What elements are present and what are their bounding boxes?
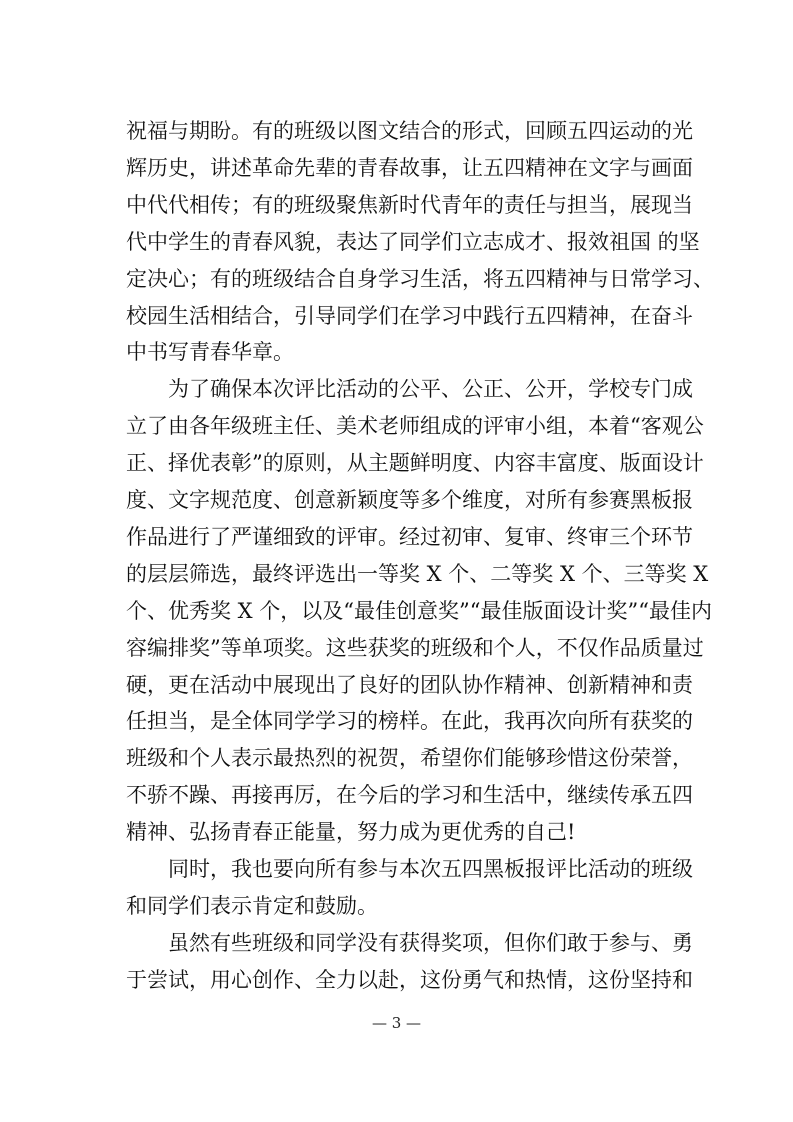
body-text-line: 立了由各年级班主任、美术老师组成的评审小组，本着“客观公 [126,414,704,438]
body-text-line: 祝福与期盼。有的班级以图文结合的形式，回顾五四运动的光 [126,119,693,143]
body-text-line: 和同学们表示肯定和鼓励。 [126,894,378,918]
body-text-line: 正、择优表彰”的原则，从主题鲜明度、内容丰富度、版面设计 [126,451,704,475]
body-text-line: 度、文字规范度、创意新颖度等多个维度，对所有参赛黑板报 [126,488,693,512]
page-number: — 3 — [371,1014,422,1032]
body-text-line: 硬，更在活动中展现出了良好的团队协作精神、创新精神和责 [126,673,693,697]
body-text-line: 个、优秀奖 X 个，以及“最佳创意奖”“最佳版面设计奖”“最佳内 [126,599,712,623]
body-text-line: 定决心；有的班级结合自身学习生活，将五四精神与日常学习、 [126,267,714,291]
body-text-line: 校园生活相结合，引导同学们在学习中践行五四精神，在奋斗 [126,304,693,328]
body-text-line: 任担当，是全体同学学习的榜样。在此，我再次向所有获奖的 [126,709,693,733]
paragraph-first-line: 为了确保本次评比活动的公平、公正、公开，学校专门成 [168,377,693,401]
body-text-line: 不骄不躁、再接再厉，在今后的学习和生活中，继续传承五四 [126,783,693,807]
body-text-line: 中书写青春华章。 [126,340,294,364]
paragraph-first-line: 同时，我也要向所有参与本次五四黑板报评比活动的班级 [168,857,693,881]
body-text-line: 班级和个人表示最热烈的祝贺，希望你们能够珍惜这份荣誉， [126,746,693,770]
paragraph-first-line: 虽然有些班级和同学没有获得奖项，但你们敢于参与、勇 [168,931,693,955]
body-text-line: 作品进行了严谨细致的评审。经过初审、复审、终审三个环节 [126,525,693,549]
body-text-line: 中代代相传；有的班级聚焦新时代青年的责任与担当，展现当 [126,193,693,217]
body-text-line: 于尝试，用心创作、全力以赴，这份勇气和热情，这份坚持和 [126,968,693,992]
body-text-line: 辉历史，讲述革命先辈的青春故事，让五四精神在文字与画面 [126,156,693,180]
body-text-line: 代中学生的青春风貌，表达了同学们立志成才、报效祖国 的坚 [126,230,700,254]
body-text-line: 的层层筛选，最终评选出一等奖 X 个、二等奖 X 个、三等奖 X [126,562,709,586]
body-text-line: 精神、弘扬青春正能量，努力成为更优秀的自己! [126,820,576,844]
body-text-line: 容编排奖”等单项奖。这些获奖的班级和个人，不仅作品质量过 [126,636,704,660]
